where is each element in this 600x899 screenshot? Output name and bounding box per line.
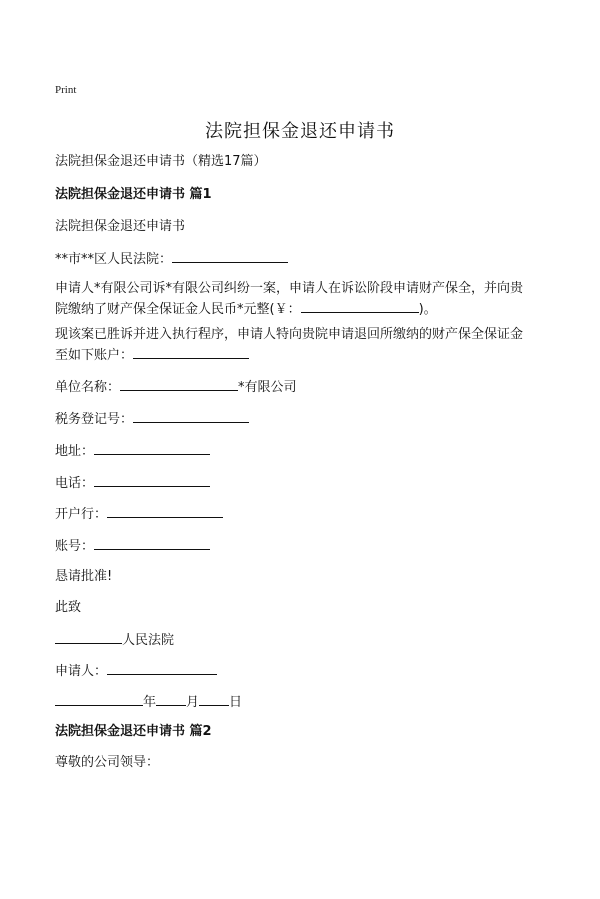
paragraph-refund <box>55 325 555 366</box>
tax-id-blank <box>133 409 249 423</box>
phone-blank <box>94 473 210 487</box>
applicant-line: 申请人： <box>55 661 217 681</box>
print-link[interactable]: Print <box>55 84 77 96</box>
section-heading-2: 法院担保金退还申请书 篇2 <box>55 724 212 739</box>
court-recipient-blank <box>55 630 122 644</box>
bank-blank <box>107 504 223 518</box>
year-blank <box>55 692 143 706</box>
document-subtitle: 法院担保金退还申请书（精选17篇） <box>55 154 267 169</box>
account-number-blank <box>94 536 210 550</box>
bank-line: 开户行： <box>55 504 223 524</box>
account-number-line: 账号： <box>55 536 210 556</box>
court-blank <box>172 249 288 263</box>
unit-name-blank <box>120 377 238 391</box>
letter-name: 法院担保金退还申请书 <box>55 219 186 234</box>
paragraph-refund-line-2: 至如下账户： <box>55 345 555 366</box>
date-line: 年 月 日 <box>55 692 242 712</box>
paragraph-refund-line-1: 现该案已胜诉并进入执行程序，申请人特向贵院申请退回所缴纳的财产保全保证金 <box>55 327 524 342</box>
month-blank <box>156 692 186 706</box>
salutation-to: 此致 <box>55 600 82 615</box>
address-blank <box>94 441 210 455</box>
court-prefix: **市**区人民法院： <box>55 252 173 267</box>
account-target-blank <box>133 345 249 359</box>
section-heading-1: 法院担保金退还申请书 篇1 <box>55 187 212 202</box>
paragraph-case-line-2: 院缴纳了财产保全保证金人民币*元整(￥： )。 <box>55 299 555 320</box>
greeting: 尊敬的公司领导： <box>55 755 160 770</box>
court-recipient-line: 人民法院 <box>55 630 174 650</box>
paragraph-case <box>55 279 555 320</box>
court-address-line <box>55 249 288 269</box>
request-text: 恳请批准! <box>55 569 113 584</box>
tax-id-line: 税务登记号： <box>55 409 249 429</box>
address-line: 地址： <box>55 441 210 461</box>
phone-line: 电话： <box>55 473 210 493</box>
unit-name-line: 单位名称： *有限公司 <box>55 377 297 397</box>
amount-blank <box>301 299 419 313</box>
paragraph-case-line-1: 申请人*有限公司诉*有限公司纠纷一案，申请人在诉讼阶段申请财产保全，并向贵 <box>55 281 524 296</box>
day-blank <box>199 692 229 706</box>
page-title: 法院担保金退还申请书 <box>205 121 395 142</box>
applicant-blank <box>107 661 217 675</box>
